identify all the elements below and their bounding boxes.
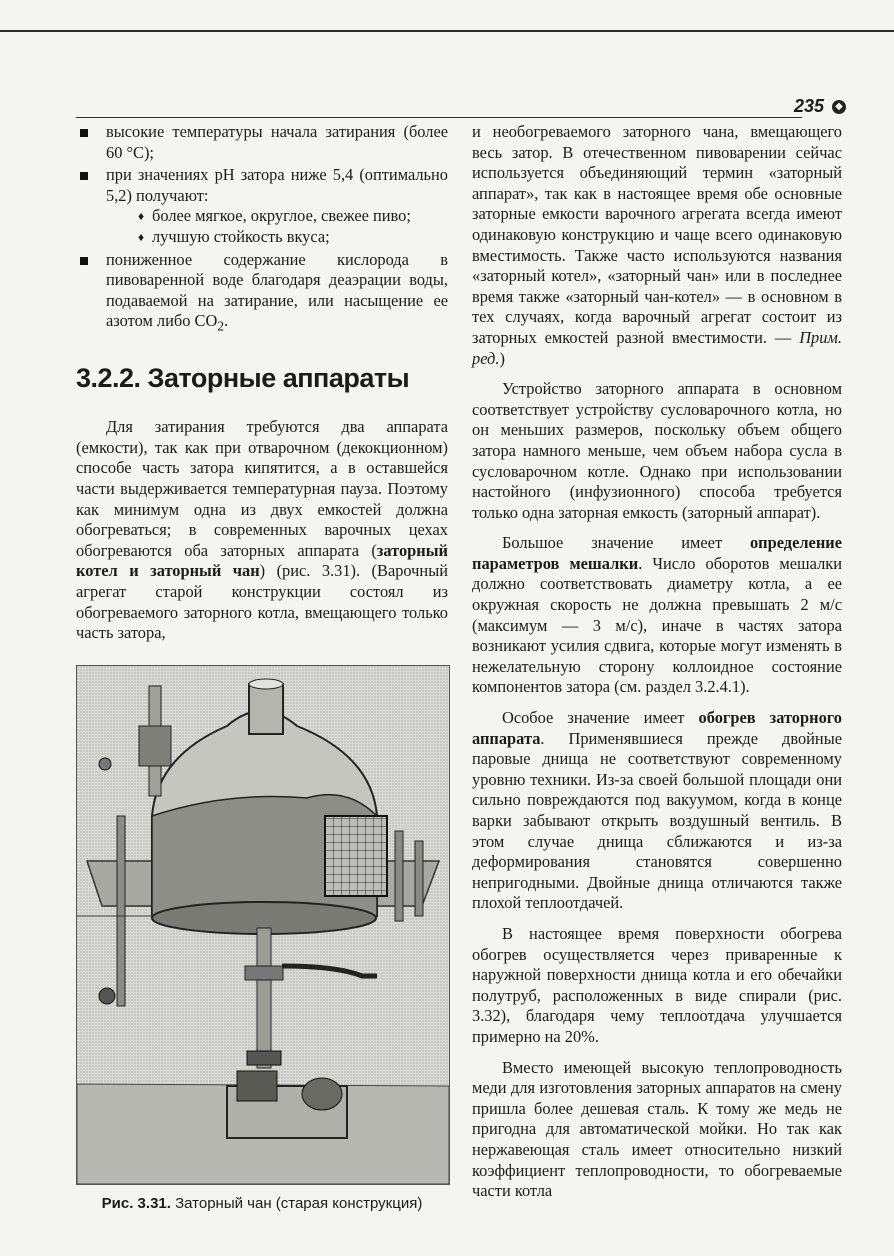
paragraph: В настоящее время поверхности обогрева обогрев осуществляется через приваренные к наружной поверхности днища котла и его обечайки полутруб, расположенных в виде спирали (рис. 3.32), благодаря чему теплоотдача улучшается примерно на 20%. — [472, 923, 842, 1046]
sub-list-item — [106, 227, 448, 248]
text-run: . Число оборотов мешалки должно соответствовать диаметру котла, а ее окружная скорость не должна превышать 2 м/с (максимум — 3 м/с), иначе в частях затора возникают усилия сдвига, которые могут изменять в нежелательную сторону коллоидное состояние компонентов затора (см. раздел 3.2.4.1). — [472, 553, 842, 697]
paragraph — [472, 533, 842, 698]
caption-text: Заторный чан (старая конструкция) — [175, 1195, 423, 1212]
list-item — [76, 122, 448, 163]
paragraph — [472, 708, 842, 914]
bullet-list — [76, 122, 448, 337]
header-rule — [76, 117, 802, 118]
text-run: Большое значение имеет — [502, 533, 750, 553]
bold-term: заторный котел и заторный чан — [76, 540, 448, 581]
paragraph: Вместо имеющей высокую теплопроводность меди для изготовления заторных аппаратов на смену пришла более дешевая сталь. К тому же медь не пригодна для автоматической мойки. Но так как нержавеющая сталь имеет относительно низкий коэффициент теплопроводности, то обогреваемые части котла — [472, 1057, 842, 1201]
bold-term: обогрев заторного аппарата — [472, 708, 842, 748]
list-item — [76, 165, 448, 247]
right-column — [472, 122, 842, 1202]
paragraph — [76, 417, 448, 644]
left-column — [76, 122, 448, 644]
top-border-line — [0, 30, 894, 32]
text-run: Особое значение имеет — [502, 708, 699, 728]
bullet-text: высокие температуры начала затирания (более 60 °С); — [106, 122, 448, 162]
caption-number: Рис. 3.31. — [101, 1195, 171, 1212]
sub-list-item — [106, 206, 448, 227]
text-run: Для затирания требуются два аппарата (емкости), так как при отварочном (декокционном) способе часть затора кипятится, а в оставшейся части выдерживается температурная пауза. Поэтому как минимум одна из двух емкостей должна обогреваться; в современных варочных цехах обогреваются оба заторных аппарата ( — [76, 417, 448, 560]
section-heading: 3.2.2. Заторные аппараты — [76, 363, 410, 394]
sub-bullet-text: лучшую стойкость вкуса; — [152, 226, 330, 246]
subscript: 2 — [217, 318, 225, 334]
page-number: 235 — [793, 96, 824, 116]
bold-term: определение параметров мешалки — [472, 533, 842, 573]
page-marker-icon: ◆ — [832, 100, 846, 114]
paragraph — [472, 122, 842, 369]
text-run: ) (рис. 3.31). (Варочный агрегат старой конструкции состоял из обогреваемого заторного котла, вмещающего только часть затора, — [76, 561, 448, 643]
editor-note: Прим. ред. — [472, 327, 842, 368]
sub-bullet-list — [106, 206, 448, 247]
bullet-text: при значениях pH затора ниже 5,4 (оптимально 5,2) получают: — [106, 165, 448, 205]
page-header — [76, 96, 852, 118]
bullet-text: пониженное содержание кислорода в пивоваренной воде благодаря деаэрации воды, подаваемой на затирание, или насыщение ее азотом либо CO — [106, 249, 448, 331]
figure-mash-tun — [76, 665, 450, 1185]
paragraph: Устройство заторного аппарата в основном соответствует устройству сусловарочного котла, но он меньших размеров, поскольку объем общего затора намного меньше, чем объем набора сусла в сусловарочном котле. Однако при использовании настойного (инфузионного) способа требуется только одна заторная емкость (заторный аппарат). — [472, 379, 842, 522]
text-run: ) — [499, 348, 505, 368]
list-item — [76, 250, 448, 338]
mash-tun-illustration — [77, 666, 449, 1184]
text-run: и необогреваемого заторного чана, вмещающего весь затор. В отечественном пивоварении сейчас используется объединяющий термин «заторный аппарат», так как в настоящее время обе основные заторные емкости варочного агрегата всегда имеют одинаковую конструкцию и чаще всего одинаковую вместимость. Также часто используются названия «заторный котел», «заторный чан» или в последнее время также «заторный чан-котел» — в основном в тех случаях, когда варочный агрегат состоит из заторных емкостей разной вместимости. — — [472, 122, 842, 347]
text-run: . Применявшиеся прежде двойные паровые днища не соответствуют современному уровню техники. Из-за своей большой площади они сильно повреждаются под вакуумом, когда в конце варки забывают открыть воздушный вентиль. В этом случае днища сближаются и из-за деформирования становятся совершенно непригодными. Двойные днища отличаются также плохой теплоотдачей. — [472, 728, 842, 913]
punctuation: . — [224, 311, 229, 331]
figure-caption — [76, 1195, 448, 1212]
sub-bullet-text: более мягкое, округлое, свежее пиво; — [152, 206, 411, 226]
